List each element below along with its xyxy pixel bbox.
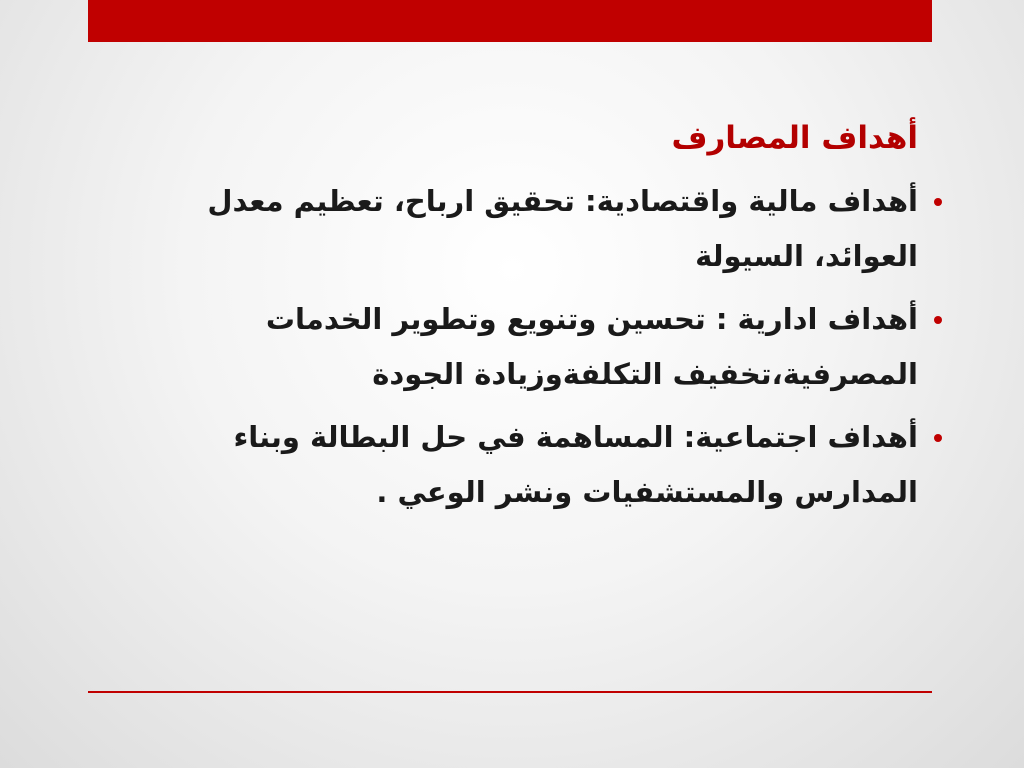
bullet-text: أهداف ادارية : تحسين وتنويع وتطوير الخدمات المصرفية،تخفيف التكلفةوزيادة الجودة xyxy=(265,302,918,391)
bottom-divider xyxy=(88,691,932,693)
bullet-text: أهداف مالية واقتصادية: تحقيق ارباح، تعظيم معدل العوائد، السيولة xyxy=(207,184,918,273)
bullet-item-administrative xyxy=(130,292,922,402)
bullet-dot-icon xyxy=(934,434,942,442)
bullet-item-financial xyxy=(130,174,922,284)
bullet-list xyxy=(130,174,922,520)
slide-title: أهداف المصارف xyxy=(671,120,918,156)
bullet-dot-icon xyxy=(934,198,942,206)
bullet-text: أهداف اجتماعية: المساهمة في حل البطالة وبناء المدارس والمستشفيات ونشر الوعي . xyxy=(233,420,918,509)
top-accent-bar xyxy=(88,0,932,42)
slide-content xyxy=(130,108,922,528)
bullet-dot-icon xyxy=(934,316,942,324)
bullet-item-social xyxy=(130,410,922,520)
